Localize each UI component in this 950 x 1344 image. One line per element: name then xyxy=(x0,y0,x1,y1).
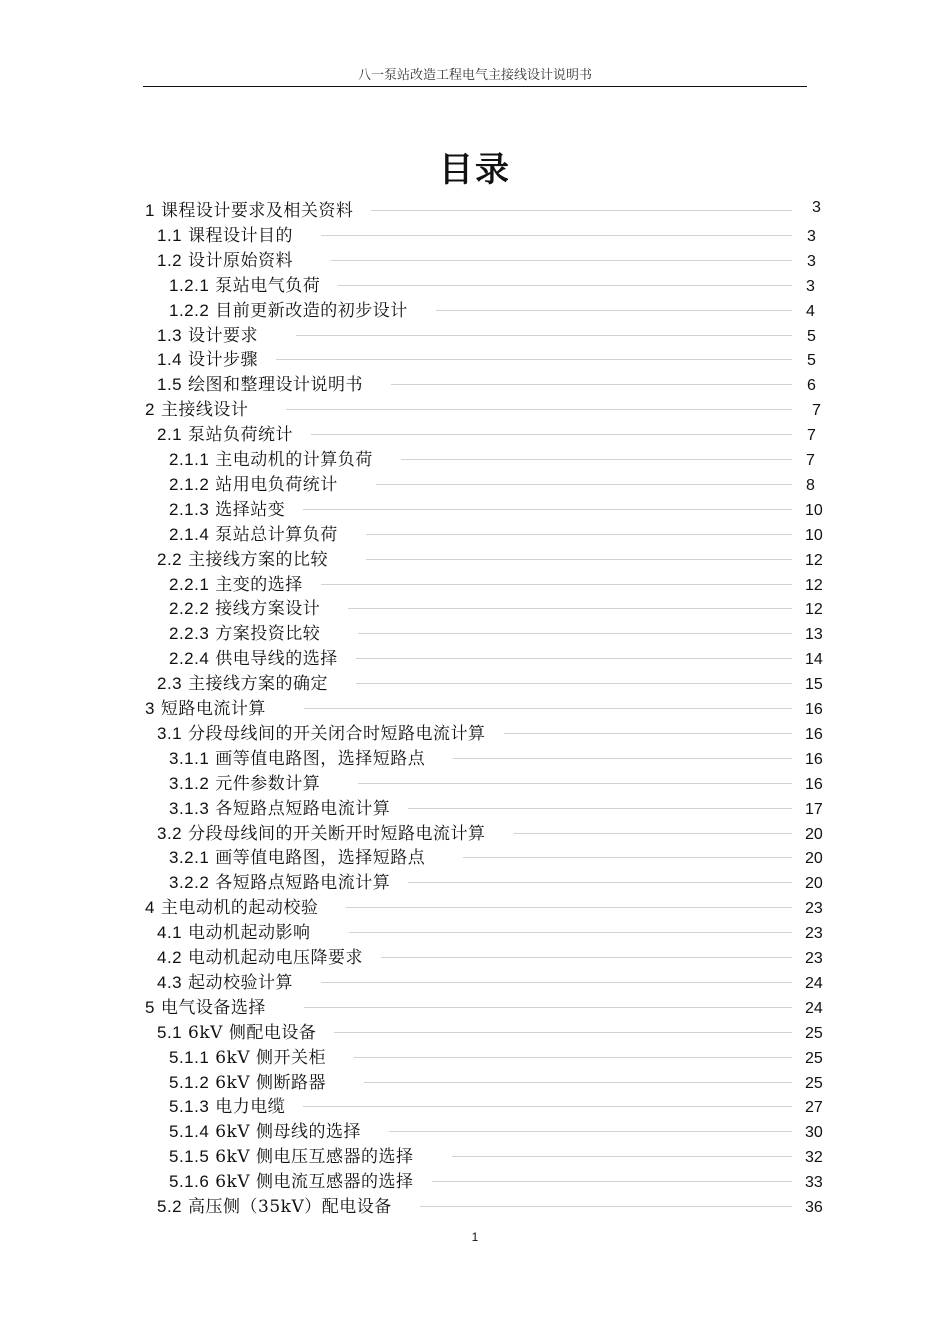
toc-entry[interactable] xyxy=(0,1070,950,1095)
toc-entry[interactable] xyxy=(0,323,950,348)
toc-leader-line xyxy=(452,1156,792,1157)
toc-entry-page-number: 3 xyxy=(807,227,816,245)
toc-entry-title xyxy=(169,621,320,647)
toc-entry-number: 4.3 xyxy=(157,972,183,992)
page-number: 1 xyxy=(471,1230,479,1244)
toc-entry[interactable] xyxy=(0,970,950,995)
toc-entry-page-number: 16 xyxy=(805,725,823,743)
toc-entry-number: 3.2 xyxy=(157,823,183,843)
toc-entry-title xyxy=(145,198,353,224)
toc-entry[interactable] xyxy=(0,372,950,397)
toc-entry-number: 4.1 xyxy=(157,923,183,943)
toc-leader-line xyxy=(348,608,792,609)
toc-leader-line xyxy=(366,559,792,560)
toc-entry[interactable] xyxy=(0,1094,950,1119)
toc-entry-number: 2.2 xyxy=(157,549,183,569)
toc-entry[interactable] xyxy=(0,472,950,497)
toc-entry-page-number: 20 xyxy=(805,850,823,868)
toc-entry-title xyxy=(157,1194,392,1220)
toc-entry[interactable] xyxy=(0,547,950,572)
toc-entry[interactable] xyxy=(0,621,950,646)
toc-entry[interactable] xyxy=(0,596,950,621)
toc-entry-number: 5.2 xyxy=(157,1197,183,1216)
toc-entry-page-number: 36 xyxy=(805,1199,823,1216)
toc-entry-page-number: 27 xyxy=(805,1099,823,1117)
toc-entry-label: 电动机起动电压降要求 xyxy=(188,948,364,968)
toc-leader-line xyxy=(432,1181,792,1182)
toc-entry-page-number: 7 xyxy=(807,427,816,445)
toc-entry-title xyxy=(157,945,363,971)
toc-entry-number: 5.1.3 xyxy=(169,1097,210,1117)
toc-entry-page-number: 20 xyxy=(805,875,823,893)
toc-entry-page-number: 15 xyxy=(805,676,823,694)
toc-entry-label: 画等值电路图，选择短路点 xyxy=(215,748,426,769)
toc-entry-label: 供电导线的选择 xyxy=(215,649,338,670)
toc-entry[interactable] xyxy=(0,746,950,771)
toc-entry[interactable] xyxy=(0,447,950,472)
toc-leader-line xyxy=(514,833,792,834)
toc-entry-label: 绘图和整理设计说明书 xyxy=(188,375,364,396)
toc-entry-title xyxy=(145,696,266,722)
toc-entry-title xyxy=(169,273,320,299)
toc-entry-title xyxy=(169,1070,326,1096)
toc-entry-label: 6kV 侧电流互感器的选择 xyxy=(215,1172,414,1193)
toc-entry-number: 2.1.3 xyxy=(169,499,210,519)
toc-leader-line xyxy=(376,484,792,485)
toc-entry-page-number: 5 xyxy=(807,352,816,370)
toc-leader-line xyxy=(356,658,792,659)
toc-entry-page-number: 23 xyxy=(805,950,823,967)
toc-entry[interactable] xyxy=(0,223,950,248)
toc-leader-line xyxy=(338,285,792,286)
toc-entry-number: 2.1.4 xyxy=(169,524,210,544)
toc-entry-title xyxy=(169,472,338,498)
toc-entry-number: 3 xyxy=(145,699,155,718)
toc-entry-number: 2.2.2 xyxy=(169,599,210,619)
toc-entry[interactable] xyxy=(0,870,950,895)
toc-leader-line xyxy=(420,1206,792,1207)
toc-entry[interactable] xyxy=(0,771,950,796)
toc-leader-line xyxy=(276,359,792,360)
toc-entry-title xyxy=(169,845,425,871)
toc-entry-number: 1.2 xyxy=(157,250,183,270)
toc-leader-line xyxy=(321,982,792,983)
toc-entry-number: 2.1.2 xyxy=(169,474,210,494)
toc-entry-title xyxy=(169,771,320,797)
toc-leader-line xyxy=(321,584,792,585)
toc-entry-page-number: 17 xyxy=(805,800,823,818)
toc-entry-number: 1.4 xyxy=(157,350,183,370)
toc-entry-page-number: 12 xyxy=(805,576,823,594)
toc-leader-line xyxy=(356,683,792,684)
toc-entry-page-number: 23 xyxy=(805,925,823,943)
toc-entry-number: 2 xyxy=(145,400,155,420)
toc-entry-title xyxy=(169,522,338,548)
toc-entry-label: 主接线方案的比较 xyxy=(188,549,329,570)
toc-entry-title xyxy=(169,497,285,523)
toc-leader-line xyxy=(321,235,792,236)
toc-entry[interactable] xyxy=(0,1045,950,1070)
toc-entry-page-number: 16 xyxy=(805,775,823,793)
toc-entry-page-number: 10 xyxy=(805,501,823,519)
toc-entry-title xyxy=(157,821,486,847)
toc-entry[interactable] xyxy=(0,422,950,447)
toc-entry-number: 3.1.3 xyxy=(169,798,210,818)
toc-entry-label: 接线方案设计 xyxy=(215,599,321,620)
toc-entry[interactable] xyxy=(0,1119,950,1144)
toc-leader-line xyxy=(463,857,792,858)
toc-leader-line xyxy=(401,459,792,460)
toc-entry[interactable] xyxy=(0,920,950,945)
toc-entry[interactable] xyxy=(0,721,950,746)
toc-entry-page-number: 24 xyxy=(805,999,823,1017)
toc-entry[interactable] xyxy=(0,273,950,298)
toc-entry-title xyxy=(157,422,293,448)
toc-entry-title xyxy=(169,596,320,622)
toc-entry[interactable] xyxy=(0,497,950,522)
toc-leader-line xyxy=(381,957,792,958)
toc-entry-label: 主电动机的起动校验 xyxy=(160,898,319,919)
toc-entry-number: 1.1 xyxy=(157,225,183,245)
toc-entry-number: 3.2.1 xyxy=(169,848,210,868)
toc-entry-label: 泵站负荷统计 xyxy=(188,425,294,446)
toc-entry-label: 泵站电气负荷 xyxy=(215,275,321,296)
toc-entry-page-number: 25 xyxy=(805,1024,823,1042)
toc-entry-label: 电力电缆 xyxy=(215,1097,286,1118)
toc-entry-label: 主接线设计 xyxy=(160,400,249,421)
toc-entry-number: 3.1.2 xyxy=(169,773,210,793)
toc-entry-title xyxy=(169,870,390,896)
toc-entry-title xyxy=(169,796,390,822)
toc-leader-line xyxy=(304,1007,792,1008)
toc-entry-label: 短路电流计算 xyxy=(160,699,266,719)
toc-entry-title xyxy=(145,397,248,423)
toc-entry-page-number: 25 xyxy=(805,1049,823,1067)
toc-entry-label: 电动机起动影响 xyxy=(188,923,311,944)
toc-entry-label: 主接线方案的确定 xyxy=(188,674,329,695)
toc-entry-label: 选择站变 xyxy=(215,499,286,520)
toc-entry-number: 5.1.2 xyxy=(169,1072,210,1092)
toc-entry-number: 1.2.2 xyxy=(169,300,210,320)
toc-entry-page-number: 32 xyxy=(805,1149,823,1167)
toc-entry-number: 4 xyxy=(145,898,155,918)
toc-entry[interactable] xyxy=(0,796,950,821)
toc-entry-label: 电气设备选择 xyxy=(160,997,266,1018)
toc-entry-label: 站用电负荷统计 xyxy=(215,474,338,495)
toc-leader-line xyxy=(389,1131,792,1132)
toc-entry[interactable] xyxy=(0,1194,950,1219)
toc-entry-number: 2.2.4 xyxy=(169,649,210,669)
toc-entry-label: 分段母线间的开关闭合时短路电流计算 xyxy=(188,723,486,744)
toc-entry-number: 5.1.5 xyxy=(169,1147,210,1167)
toc-leader-line xyxy=(349,932,792,933)
toc-entry-title xyxy=(169,1094,285,1120)
toc-entry[interactable] xyxy=(0,397,950,422)
toc-entry-title xyxy=(157,920,311,946)
toc-entry[interactable] xyxy=(0,1169,950,1194)
toc-entry-label: 各短路点短路电流计算 xyxy=(215,798,391,819)
toc-leader-line xyxy=(311,434,792,435)
toc-entry-title xyxy=(169,572,303,598)
toc-entry[interactable] xyxy=(0,198,950,223)
toc-entry-page-number: 23 xyxy=(805,900,823,918)
toc-entry-number: 2.2.1 xyxy=(169,574,210,594)
toc-entry-page-number: 16 xyxy=(805,750,823,768)
toc-entry-title xyxy=(169,1119,361,1145)
toc-leader-line xyxy=(334,1032,792,1033)
toc-entry-title xyxy=(157,323,258,349)
toc-entry-label: 设计要求 xyxy=(188,325,259,346)
toc-entry-page-number: 16 xyxy=(805,701,823,718)
toc-entry-label: 6kV 侧断路器 xyxy=(215,1072,327,1093)
toc-leader-line xyxy=(304,708,792,709)
toc-entry[interactable] xyxy=(0,895,950,920)
toc-entry-page-number: 24 xyxy=(805,974,823,992)
toc-leader-line xyxy=(303,509,792,510)
toc-entry-page-number: 3 xyxy=(807,252,816,270)
toc-leader-line xyxy=(391,384,792,385)
toc-entry-label: 课程设计要求及相关资料 xyxy=(160,201,354,221)
toc-entry-title xyxy=(169,298,408,324)
toc-entry[interactable] xyxy=(0,995,950,1020)
toc-entry-page-number: 7 xyxy=(812,402,821,420)
toc-entry-title xyxy=(157,248,293,274)
toc-entry-page-number: 3 xyxy=(806,277,815,295)
toc-entry-title xyxy=(157,721,486,747)
toc-entry[interactable] xyxy=(0,347,950,372)
toc-entry-title xyxy=(169,646,338,672)
toc-entry[interactable] xyxy=(0,945,950,970)
toc-entry-page-number: 33 xyxy=(805,1174,823,1192)
toc-leader-line xyxy=(371,210,792,211)
toc-leader-line xyxy=(346,907,792,908)
toc-entry-page-number: 12 xyxy=(805,551,823,569)
toc-entry[interactable] xyxy=(0,522,950,547)
toc-entry-number: 5.1.1 xyxy=(169,1047,210,1067)
toc-entry[interactable] xyxy=(0,572,950,597)
toc-entry-label: 泵站总计算负荷 xyxy=(215,524,338,545)
toc-entry-number: 1.3 xyxy=(157,325,183,345)
toc-entry-page-number: 12 xyxy=(805,601,823,619)
toc-leader-line xyxy=(364,1082,792,1083)
toc-entry-page-number: 13 xyxy=(805,626,823,644)
toc-entry-number: 5.1.6 xyxy=(169,1172,210,1192)
toc-entry-number: 4.2 xyxy=(157,948,183,967)
toc-entry-page-number: 4 xyxy=(806,302,815,320)
toc-entry-label: 主电动机的计算负荷 xyxy=(215,450,373,470)
toc-entry-number: 2.1.1 xyxy=(169,450,210,469)
toc-entry-number: 1 xyxy=(145,201,155,220)
toc-entry-label: 6kV 侧电压互感器的选择 xyxy=(215,1147,414,1168)
toc-title: 目录 xyxy=(439,150,511,190)
toc-entry[interactable] xyxy=(0,845,950,870)
toc-entry[interactable] xyxy=(0,298,950,323)
toc-entry-number: 5.1 xyxy=(157,1022,183,1042)
toc-entry-label: 画等值电路图，选择短路点 xyxy=(215,848,426,869)
toc-leader-line xyxy=(358,783,792,784)
toc-entry-label: 分段母线间的开关断开时短路电流计算 xyxy=(188,823,486,844)
toc-entry-title xyxy=(157,223,293,249)
toc-entry[interactable] xyxy=(0,1144,950,1169)
toc-entry-number: 5.1.4 xyxy=(169,1122,210,1142)
toc-entry[interactable] xyxy=(0,821,950,846)
toc-leader-line xyxy=(331,260,792,261)
toc-entry-page-number: 10 xyxy=(805,526,823,544)
toc-entry-label: 高压侧（35kV）配电设备 xyxy=(188,1197,392,1217)
toc-entry-title xyxy=(169,447,373,473)
toc-entry[interactable] xyxy=(0,248,950,273)
toc-leader-line xyxy=(453,758,792,759)
header-title: 八一泵站改造工程电气主接线设计说明书 xyxy=(357,68,592,83)
toc-entry[interactable] xyxy=(0,696,950,721)
toc-entry-label: 6kV 侧开关柜 xyxy=(215,1047,327,1068)
toc-leader-line xyxy=(366,534,792,535)
toc-entry-page-number: 5 xyxy=(807,327,816,345)
toc-entry-page-number: 8 xyxy=(806,476,815,494)
toc-leader-line xyxy=(504,733,792,734)
toc-entry-page-number: 20 xyxy=(805,825,823,843)
toc-entry-number: 3.1 xyxy=(157,723,183,743)
toc-entry-title xyxy=(157,1020,316,1046)
toc-entry-label: 主变的选择 xyxy=(215,574,303,595)
toc-entry-title xyxy=(157,970,293,996)
toc-entry-number: 3.2.2 xyxy=(169,873,210,893)
toc-entry-title xyxy=(157,547,328,573)
toc-entry-title xyxy=(169,1045,326,1071)
toc-entry-number: 3.1.1 xyxy=(169,748,210,768)
toc-entry-title xyxy=(169,1169,414,1195)
toc-entry-title xyxy=(145,895,318,921)
toc-entry-number: 5 xyxy=(145,997,155,1017)
toc-entry-label: 目前更新改造的初步设计 xyxy=(215,300,408,321)
toc-entry-label: 起动校验计算 xyxy=(188,972,294,993)
toc-entry-number: 1.5 xyxy=(157,375,183,395)
toc-entry-number: 2.1 xyxy=(157,425,183,445)
toc-entry-title xyxy=(157,372,363,398)
toc-entry-label: 各短路点短路电流计算 xyxy=(215,873,391,894)
toc-entry-page-number: 6 xyxy=(807,377,816,395)
toc-entry-label: 课程设计目的 xyxy=(188,225,294,246)
toc-entry-title xyxy=(157,671,328,697)
toc-entry-page-number: 25 xyxy=(805,1074,823,1092)
toc-entry-title xyxy=(145,995,266,1021)
toc-leader-line xyxy=(286,409,792,410)
toc-leader-line xyxy=(354,1057,792,1058)
toc-leader-line xyxy=(408,808,792,809)
toc-entry-number: 1.2.1 xyxy=(169,275,210,295)
toc-leader-line xyxy=(303,1106,792,1107)
toc-entry-page-number: 30 xyxy=(805,1124,823,1142)
toc-entry-number: 2.3 xyxy=(157,674,183,694)
toc-entry[interactable] xyxy=(0,671,950,696)
toc-entry-title xyxy=(169,746,425,772)
toc-entry[interactable] xyxy=(0,1020,950,1045)
toc-entry-label: 元件参数计算 xyxy=(215,773,321,794)
toc-entry-label: 6kV 侧配电设备 xyxy=(188,1022,317,1043)
toc-leader-line xyxy=(408,882,792,883)
toc-leader-line xyxy=(436,310,792,311)
toc-entry-label: 设计步骤 xyxy=(188,350,259,371)
toc-entry-label: 方案投资比较 xyxy=(215,624,321,645)
toc-entry[interactable] xyxy=(0,646,950,671)
toc-entry-label: 设计原始资料 xyxy=(188,250,294,271)
toc-leader-line xyxy=(296,335,792,336)
toc-entry-title xyxy=(157,347,258,373)
toc-entry-page-number: 7 xyxy=(806,452,815,469)
toc-entry-page-number: 3 xyxy=(812,199,821,216)
toc-entry-page-number: 14 xyxy=(805,651,823,669)
toc-entry-number: 2.2.3 xyxy=(169,624,210,644)
toc-entry-label: 6kV 侧母线的选择 xyxy=(215,1122,362,1143)
toc-entry-title xyxy=(169,1144,414,1170)
toc-leader-line xyxy=(358,633,792,634)
